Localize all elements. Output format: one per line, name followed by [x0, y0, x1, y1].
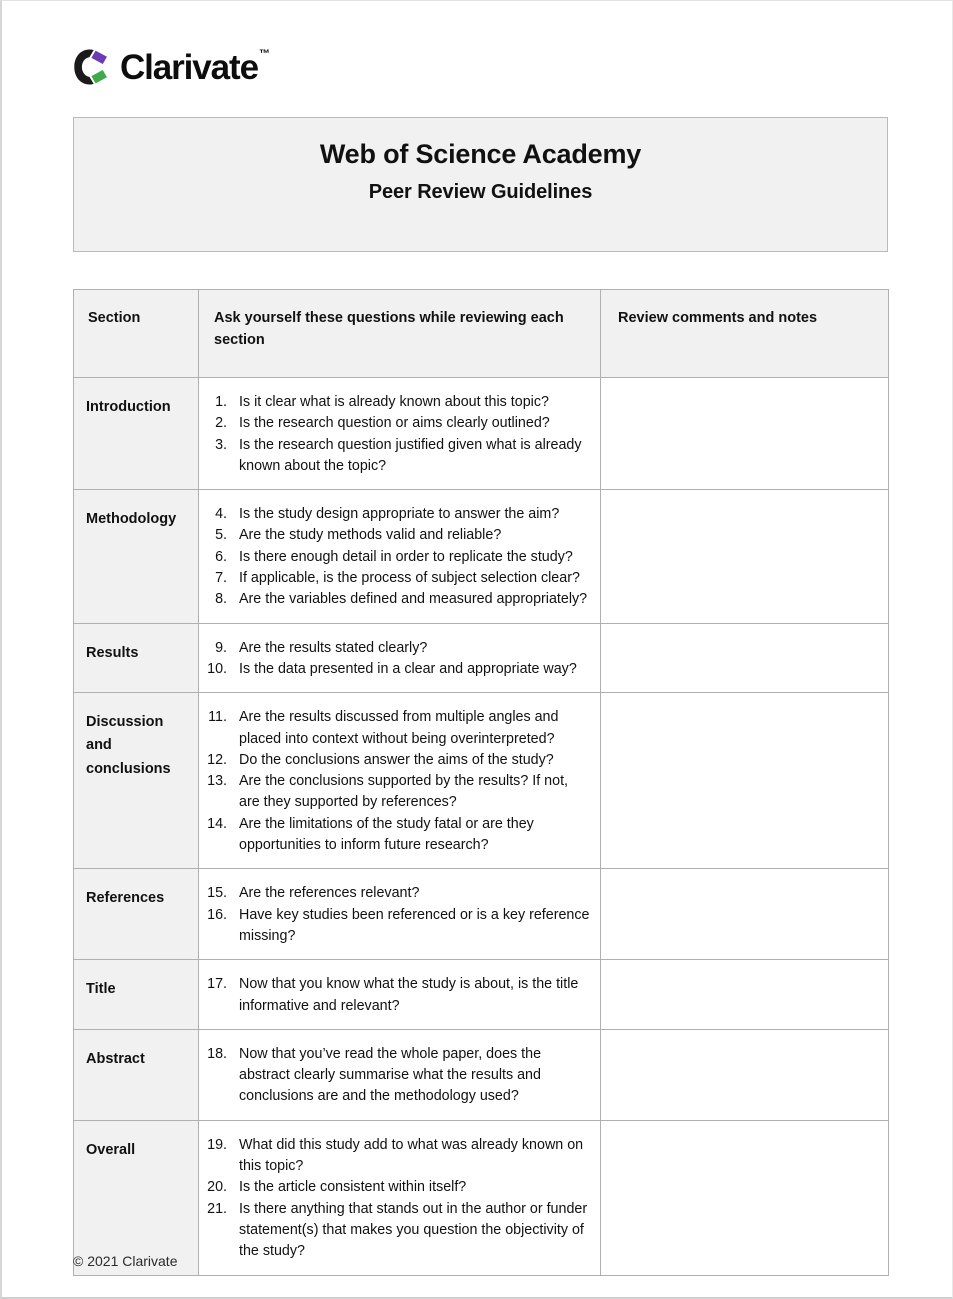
questions-cell — [199, 1120, 601, 1275]
review-notes-cell[interactable] — [601, 693, 889, 869]
question-number: 10. — [207, 660, 227, 677]
review-notes-cell[interactable] — [601, 490, 889, 623]
question-number: 6. — [215, 548, 227, 565]
question-number: 11. — [208, 709, 227, 726]
question-number: 20. — [207, 1179, 227, 1196]
question-number: 2. — [215, 415, 227, 432]
question-list — [199, 707, 590, 856]
table-row — [74, 490, 889, 623]
question-text: Have key studies been referenced or is a key reference missing? — [239, 906, 590, 944]
review-notes-cell[interactable] — [601, 378, 889, 490]
question-item — [199, 568, 590, 589]
question-number: 5. — [215, 527, 227, 544]
page-subtitle: Peer Review Guidelines — [368, 180, 593, 203]
question-item — [199, 883, 590, 904]
clarivate-wordmark — [120, 47, 270, 87]
question-text: Are the results discussed from multiple angles and placed into context without being overinterpreted? — [239, 709, 559, 747]
table-row — [74, 1029, 889, 1120]
question-text: Are the limitations of the study fatal or are they opportunities to inform future research? — [239, 815, 534, 854]
question-list — [199, 974, 590, 1017]
question-number: 18. — [207, 1045, 227, 1062]
question-number: 1. — [215, 394, 227, 410]
questions-cell — [199, 869, 601, 960]
question-number: 9. — [215, 639, 227, 656]
question-item — [199, 1177, 590, 1198]
question-item — [199, 1199, 590, 1263]
questions-cell — [199, 623, 601, 693]
section-name-cell: Results — [74, 623, 199, 693]
review-notes-cell[interactable] — [601, 623, 889, 693]
question-item — [199, 659, 590, 680]
question-item — [199, 707, 590, 750]
question-number: 12. — [207, 751, 227, 768]
question-number: 13. — [207, 773, 227, 790]
question-text: Is the study design appropriate to answer the aim? — [239, 506, 560, 523]
question-item — [199, 525, 590, 546]
section-name-cell: Discussion and conclusions — [74, 693, 199, 869]
question-list — [199, 638, 590, 681]
question-text: Are the results stated clearly? — [239, 639, 428, 656]
question-text: Do the conclusions answer the aims of the study? — [239, 751, 554, 768]
section-name-cell: References — [74, 869, 199, 960]
question-text: Is the research question justified given what is already known about the topic? — [239, 436, 582, 474]
question-text: Are the variables defined and measured appropriately? — [239, 591, 588, 608]
question-number: 8. — [215, 591, 227, 608]
question-text: Are the conclusions supported by the results? If not, are they supported by references? — [239, 773, 569, 811]
brand-name: Clarivate — [120, 47, 258, 87]
question-item — [199, 750, 590, 771]
question-list — [199, 504, 590, 610]
question-item — [199, 638, 590, 659]
questions-cell — [199, 378, 601, 490]
question-number: 16. — [207, 906, 227, 923]
question-list — [199, 1135, 590, 1263]
section-name-cell: Abstract — [74, 1029, 199, 1120]
question-number: 15. — [207, 885, 227, 902]
question-item — [199, 504, 590, 525]
question-number: 7. — [215, 570, 227, 587]
question-item — [199, 435, 590, 478]
table-body — [74, 378, 889, 1276]
questions-cell — [199, 1029, 601, 1120]
question-item — [199, 392, 590, 413]
question-text: Is the article consistent within itself? — [239, 1179, 467, 1196]
question-number: 21. — [207, 1200, 227, 1217]
question-text: Is there enough detail in order to replicate the study? — [239, 548, 573, 565]
questions-cell — [199, 490, 601, 623]
question-text: Is the research question or aims clearly outlined? — [239, 415, 550, 432]
review-notes-cell[interactable] — [601, 960, 889, 1030]
question-item — [199, 1135, 590, 1178]
section-name-cell: Title — [74, 960, 199, 1030]
question-number: 17. — [207, 976, 227, 993]
questions-cell — [199, 693, 601, 869]
column-header-questions: Ask yourself these questions while reviewing each section — [199, 290, 601, 378]
review-notes-cell[interactable] — [601, 869, 889, 960]
clarivate-logo-icon — [72, 47, 110, 87]
trademark-symbol: ™ — [258, 47, 270, 60]
section-name-cell: Introduction — [74, 378, 199, 490]
question-item — [199, 589, 590, 610]
questions-cell — [199, 960, 601, 1030]
question-number: 3. — [215, 436, 227, 453]
table-row — [74, 869, 889, 960]
question-list — [199, 392, 590, 477]
review-notes-cell[interactable] — [601, 1029, 889, 1120]
peer-review-guidelines-table — [73, 289, 889, 1276]
section-name-cell: Methodology — [74, 490, 199, 623]
question-item — [199, 1044, 590, 1108]
question-list — [199, 883, 590, 947]
section-name-cell: Overall — [74, 1120, 199, 1275]
table-row — [74, 623, 889, 693]
table-row — [74, 693, 889, 869]
page-title: Web of Science Academy — [319, 139, 642, 169]
question-item — [199, 905, 590, 948]
table-row — [74, 960, 889, 1030]
document-title-box — [73, 117, 888, 252]
question-text: Is there anything that stands out in the author or funder statement(s) that makes you question the objectivity of the study? — [239, 1200, 588, 1260]
table-row — [74, 378, 889, 490]
table-header — [74, 290, 889, 378]
question-text: If applicable, is the process of subject selection clear? — [239, 570, 580, 587]
question-item — [199, 413, 590, 434]
question-list — [199, 1044, 590, 1108]
question-item — [199, 974, 590, 1017]
question-text: Are the study methods valid and reliable? — [239, 527, 502, 544]
table-row — [74, 1120, 889, 1275]
question-text: What did this study add to what was already known on this topic? — [239, 1136, 584, 1175]
question-text: Are the references relevant? — [239, 885, 420, 902]
column-header-section: Section — [74, 290, 199, 378]
column-header-notes: Review comments and notes — [601, 290, 889, 378]
question-text: Now that you know what the study is about, is the title informative and relevant? — [239, 976, 579, 1014]
review-notes-cell[interactable] — [601, 1120, 889, 1275]
question-item — [199, 547, 590, 568]
question-item — [199, 771, 590, 814]
question-item — [199, 814, 590, 857]
question-text: Is the data presented in a clear and appropriate way? — [239, 660, 577, 677]
question-number: 14. — [207, 815, 227, 832]
table-header-row — [74, 290, 889, 378]
question-text: Now that you’ve read the whole paper, does the abstract clearly summarise what the results and conclusions are and the methodology used? — [239, 1045, 542, 1105]
clarivate-logo — [72, 47, 269, 87]
question-text: Is it clear what is already known about this topic? — [239, 394, 549, 410]
question-number: 4. — [215, 506, 227, 523]
question-number: 19. — [207, 1136, 227, 1153]
copyright-footer: © 2021 Clarivate — [73, 1253, 178, 1269]
